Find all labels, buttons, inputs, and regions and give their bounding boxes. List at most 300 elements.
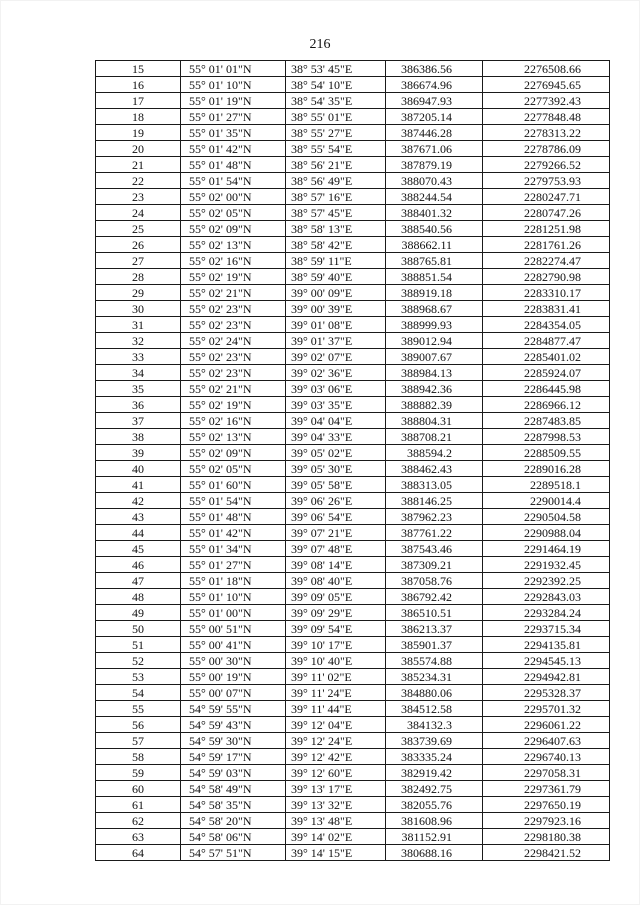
table-row bbox=[96, 349, 610, 365]
x-coordinate-cell: 389012.94 bbox=[386, 333, 483, 349]
latitude-cell: 55° 01' 00"N bbox=[181, 605, 286, 621]
point-number-cell: 54 bbox=[96, 685, 181, 701]
table-row bbox=[96, 173, 610, 189]
y-coordinate-cell: 2296740.13 bbox=[483, 749, 610, 765]
longitude-cell: 39° 05' 30"E bbox=[286, 461, 386, 477]
x-coordinate-cell: 386386.56 bbox=[386, 61, 483, 77]
latitude-cell: 54° 59' 30"N bbox=[181, 733, 286, 749]
table-row bbox=[96, 829, 610, 845]
latitude-cell: 55° 02' 21"N bbox=[181, 285, 286, 301]
y-coordinate-cell: 2285401.02 bbox=[483, 349, 610, 365]
longitude-cell: 39° 08' 14"E bbox=[286, 557, 386, 573]
y-coordinate-cell: 2282274.47 bbox=[483, 253, 610, 269]
y-coordinate-cell: 2290014.4 bbox=[483, 493, 610, 509]
x-coordinate-cell: 386213.37 bbox=[386, 621, 483, 637]
y-coordinate-cell: 2290504.58 bbox=[483, 509, 610, 525]
longitude-cell: 39° 13' 48"E bbox=[286, 813, 386, 829]
latitude-cell: 55° 00' 51"N bbox=[181, 621, 286, 637]
y-coordinate-cell: 2282790.98 bbox=[483, 269, 610, 285]
x-coordinate-cell: 388882.39 bbox=[386, 397, 483, 413]
table-row bbox=[96, 573, 610, 589]
table-row bbox=[96, 813, 610, 829]
table-row bbox=[96, 109, 610, 125]
table-row bbox=[96, 77, 610, 93]
longitude-cell: 39° 03' 35"E bbox=[286, 397, 386, 413]
longitude-cell: 39° 14' 15"E bbox=[286, 845, 386, 861]
y-coordinate-cell: 2277848.48 bbox=[483, 109, 610, 125]
y-coordinate-cell: 2288509.55 bbox=[483, 445, 610, 461]
latitude-cell: 54° 58' 20"N bbox=[181, 813, 286, 829]
y-coordinate-cell: 2290988.04 bbox=[483, 525, 610, 541]
latitude-cell: 55° 02' 13"N bbox=[181, 237, 286, 253]
point-number-cell: 53 bbox=[96, 669, 181, 685]
longitude-cell: 38° 56' 49"E bbox=[286, 173, 386, 189]
x-coordinate-cell: 384512.58 bbox=[386, 701, 483, 717]
table-row bbox=[96, 509, 610, 525]
latitude-cell: 55° 00' 19"N bbox=[181, 669, 286, 685]
longitude-cell: 39° 11' 24"E bbox=[286, 685, 386, 701]
point-number-cell: 20 bbox=[96, 141, 181, 157]
table-row bbox=[96, 381, 610, 397]
y-coordinate-cell: 2276945.65 bbox=[483, 77, 610, 93]
x-coordinate-cell: 387962.23 bbox=[386, 509, 483, 525]
y-coordinate-cell: 2298421.52 bbox=[483, 845, 610, 861]
x-coordinate-cell: 384132.3 bbox=[386, 717, 483, 733]
longitude-cell: 39° 11' 02"E bbox=[286, 669, 386, 685]
y-coordinate-cell: 2291464.19 bbox=[483, 541, 610, 557]
table-row bbox=[96, 253, 610, 269]
longitude-cell: 39° 12' 24"E bbox=[286, 733, 386, 749]
x-coordinate-cell: 388313.05 bbox=[386, 477, 483, 493]
point-number-cell: 45 bbox=[96, 541, 181, 557]
longitude-cell: 39° 13' 17"E bbox=[286, 781, 386, 797]
longitude-cell: 39° 12' 42"E bbox=[286, 749, 386, 765]
latitude-cell: 55° 02' 19"N bbox=[181, 269, 286, 285]
latitude-cell: 55° 01' 48"N bbox=[181, 157, 286, 173]
point-number-cell: 27 bbox=[96, 253, 181, 269]
point-number-cell: 21 bbox=[96, 157, 181, 173]
latitude-cell: 54° 59' 17"N bbox=[181, 749, 286, 765]
table-row bbox=[96, 797, 610, 813]
latitude-cell: 54° 58' 35"N bbox=[181, 797, 286, 813]
x-coordinate-cell: 388146.25 bbox=[386, 493, 483, 509]
table-row bbox=[96, 93, 610, 109]
longitude-cell: 38° 55' 27"E bbox=[286, 125, 386, 141]
table-row bbox=[96, 845, 610, 861]
latitude-cell: 55° 02' 16"N bbox=[181, 253, 286, 269]
table-row bbox=[96, 637, 610, 653]
table-row bbox=[96, 429, 610, 445]
table-row bbox=[96, 701, 610, 717]
latitude-cell: 55° 02' 23"N bbox=[181, 365, 286, 381]
x-coordinate-cell: 388070.43 bbox=[386, 173, 483, 189]
point-number-cell: 30 bbox=[96, 301, 181, 317]
y-coordinate-cell: 2295701.32 bbox=[483, 701, 610, 717]
longitude-cell: 39° 01' 08"E bbox=[286, 317, 386, 333]
longitude-cell: 38° 57' 45"E bbox=[286, 205, 386, 221]
table-row bbox=[96, 461, 610, 477]
y-coordinate-cell: 2296061.22 bbox=[483, 717, 610, 733]
longitude-cell: 38° 55' 01"E bbox=[286, 109, 386, 125]
longitude-cell: 38° 54' 35"E bbox=[286, 93, 386, 109]
x-coordinate-cell: 388662.11 bbox=[386, 237, 483, 253]
point-number-cell: 33 bbox=[96, 349, 181, 365]
y-coordinate-cell: 2296407.63 bbox=[483, 733, 610, 749]
longitude-cell: 39° 03' 06"E bbox=[286, 381, 386, 397]
x-coordinate-cell: 387543.46 bbox=[386, 541, 483, 557]
point-number-cell: 59 bbox=[96, 765, 181, 781]
y-coordinate-cell: 2297361.79 bbox=[483, 781, 610, 797]
y-coordinate-cell: 2297650.19 bbox=[483, 797, 610, 813]
table-row bbox=[96, 589, 610, 605]
x-coordinate-cell: 388401.32 bbox=[386, 205, 483, 221]
table-row bbox=[96, 749, 610, 765]
table-row bbox=[96, 733, 610, 749]
x-coordinate-cell: 386792.42 bbox=[386, 589, 483, 605]
y-coordinate-cell: 2285924.07 bbox=[483, 365, 610, 381]
y-coordinate-cell: 2280247.71 bbox=[483, 189, 610, 205]
latitude-cell: 55° 01' 60"N bbox=[181, 477, 286, 493]
y-coordinate-cell: 2294135.81 bbox=[483, 637, 610, 653]
point-number-cell: 22 bbox=[96, 173, 181, 189]
point-number-cell: 15 bbox=[96, 61, 181, 77]
point-number-cell: 31 bbox=[96, 317, 181, 333]
y-coordinate-cell: 2280747.26 bbox=[483, 205, 610, 221]
latitude-cell: 54° 59' 55"N bbox=[181, 701, 286, 717]
y-coordinate-cell: 2297058.31 bbox=[483, 765, 610, 781]
latitude-cell: 55° 02' 09"N bbox=[181, 221, 286, 237]
point-number-cell: 18 bbox=[96, 109, 181, 125]
latitude-cell: 55° 02' 13"N bbox=[181, 429, 286, 445]
y-coordinate-cell: 2286445.98 bbox=[483, 381, 610, 397]
y-coordinate-cell: 2276508.66 bbox=[483, 61, 610, 77]
y-coordinate-cell: 2279753.93 bbox=[483, 173, 610, 189]
x-coordinate-cell: 387761.22 bbox=[386, 525, 483, 541]
point-number-cell: 55 bbox=[96, 701, 181, 717]
x-coordinate-cell: 388540.56 bbox=[386, 221, 483, 237]
longitude-cell: 39° 13' 32"E bbox=[286, 797, 386, 813]
point-number-cell: 41 bbox=[96, 477, 181, 493]
longitude-cell: 39° 00' 09"E bbox=[286, 285, 386, 301]
table-row bbox=[96, 141, 610, 157]
y-coordinate-cell: 2293715.34 bbox=[483, 621, 610, 637]
x-coordinate-cell: 386674.96 bbox=[386, 77, 483, 93]
y-coordinate-cell: 2294545.13 bbox=[483, 653, 610, 669]
longitude-cell: 39° 02' 07"E bbox=[286, 349, 386, 365]
longitude-cell: 38° 56' 21"E bbox=[286, 157, 386, 173]
y-coordinate-cell: 2283310.17 bbox=[483, 285, 610, 301]
longitude-cell: 39° 09' 05"E bbox=[286, 589, 386, 605]
table-row bbox=[96, 669, 610, 685]
longitude-cell: 39° 10' 17"E bbox=[286, 637, 386, 653]
x-coordinate-cell: 387058.76 bbox=[386, 573, 483, 589]
table-row bbox=[96, 685, 610, 701]
x-coordinate-cell: 381152.91 bbox=[386, 829, 483, 845]
point-number-cell: 46 bbox=[96, 557, 181, 573]
longitude-cell: 39° 02' 36"E bbox=[286, 365, 386, 381]
latitude-cell: 55° 00' 30"N bbox=[181, 653, 286, 669]
y-coordinate-cell: 2287998.53 bbox=[483, 429, 610, 445]
point-number-cell: 50 bbox=[96, 621, 181, 637]
table-row bbox=[96, 413, 610, 429]
y-coordinate-cell: 2284354.05 bbox=[483, 317, 610, 333]
y-coordinate-cell: 2294942.81 bbox=[483, 669, 610, 685]
longitude-cell: 38° 57' 16"E bbox=[286, 189, 386, 205]
longitude-cell: 39° 12' 60"E bbox=[286, 765, 386, 781]
x-coordinate-cell: 382492.75 bbox=[386, 781, 483, 797]
table-row bbox=[96, 557, 610, 573]
x-coordinate-cell: 387205.14 bbox=[386, 109, 483, 125]
latitude-cell: 55° 02' 19"N bbox=[181, 397, 286, 413]
table-row bbox=[96, 605, 610, 621]
latitude-cell: 55° 02' 16"N bbox=[181, 413, 286, 429]
longitude-cell: 39° 04' 33"E bbox=[286, 429, 386, 445]
longitude-cell: 39° 10' 40"E bbox=[286, 653, 386, 669]
longitude-cell: 39° 09' 29"E bbox=[286, 605, 386, 621]
latitude-cell: 55° 01' 34"N bbox=[181, 541, 286, 557]
longitude-cell: 39° 04' 04"E bbox=[286, 413, 386, 429]
x-coordinate-cell: 383739.69 bbox=[386, 733, 483, 749]
y-coordinate-cell: 2277392.43 bbox=[483, 93, 610, 109]
x-coordinate-cell: 387309.21 bbox=[386, 557, 483, 573]
latitude-cell: 54° 58' 49"N bbox=[181, 781, 286, 797]
longitude-cell: 39° 05' 02"E bbox=[286, 445, 386, 461]
y-coordinate-cell: 2289518.1 bbox=[483, 477, 610, 493]
longitude-cell: 39° 06' 26"E bbox=[286, 493, 386, 509]
page-number: 216 bbox=[309, 37, 331, 52]
y-coordinate-cell: 2287483.85 bbox=[483, 413, 610, 429]
longitude-cell: 38° 59' 40"E bbox=[286, 269, 386, 285]
latitude-cell: 55° 01' 19"N bbox=[181, 93, 286, 109]
x-coordinate-cell: 388462.43 bbox=[386, 461, 483, 477]
coordinates-table bbox=[95, 60, 610, 861]
table-row bbox=[96, 781, 610, 797]
y-coordinate-cell: 2279266.52 bbox=[483, 157, 610, 173]
point-number-cell: 42 bbox=[96, 493, 181, 509]
table-row bbox=[96, 61, 610, 77]
x-coordinate-cell: 387879.19 bbox=[386, 157, 483, 173]
x-coordinate-cell: 388244.54 bbox=[386, 189, 483, 205]
table-row bbox=[96, 189, 610, 205]
table-row bbox=[96, 477, 610, 493]
point-number-cell: 64 bbox=[96, 845, 181, 861]
x-coordinate-cell: 388919.18 bbox=[386, 285, 483, 301]
point-number-cell: 25 bbox=[96, 221, 181, 237]
latitude-cell: 55° 02' 05"N bbox=[181, 205, 286, 221]
point-number-cell: 38 bbox=[96, 429, 181, 445]
longitude-cell: 39° 01' 37"E bbox=[286, 333, 386, 349]
table-row bbox=[96, 541, 610, 557]
y-coordinate-cell: 2289016.28 bbox=[483, 461, 610, 477]
longitude-cell: 39° 11' 44"E bbox=[286, 701, 386, 717]
latitude-cell: 54° 58' 06"N bbox=[181, 829, 286, 845]
y-coordinate-cell: 2281251.98 bbox=[483, 221, 610, 237]
point-number-cell: 52 bbox=[96, 653, 181, 669]
table-row bbox=[96, 157, 610, 173]
longitude-cell: 39° 06' 54"E bbox=[286, 509, 386, 525]
point-number-cell: 35 bbox=[96, 381, 181, 397]
longitude-cell: 38° 58' 13"E bbox=[286, 221, 386, 237]
table-row bbox=[96, 493, 610, 509]
latitude-cell: 54° 59' 03"N bbox=[181, 765, 286, 781]
point-number-cell: 28 bbox=[96, 269, 181, 285]
point-number-cell: 24 bbox=[96, 205, 181, 221]
latitude-cell: 55° 01' 54"N bbox=[181, 493, 286, 509]
x-coordinate-cell: 386947.93 bbox=[386, 93, 483, 109]
latitude-cell: 55° 00' 07"N bbox=[181, 685, 286, 701]
longitude-cell: 39° 07' 48"E bbox=[286, 541, 386, 557]
table-row bbox=[96, 221, 610, 237]
longitude-cell: 39° 14' 02"E bbox=[286, 829, 386, 845]
point-number-cell: 44 bbox=[96, 525, 181, 541]
point-number-cell: 36 bbox=[96, 397, 181, 413]
y-coordinate-cell: 2278786.09 bbox=[483, 141, 610, 157]
x-coordinate-cell: 382919.42 bbox=[386, 765, 483, 781]
point-number-cell: 26 bbox=[96, 237, 181, 253]
table-row bbox=[96, 285, 610, 301]
x-coordinate-cell: 386510.51 bbox=[386, 605, 483, 621]
longitude-cell: 38° 53' 45"E bbox=[286, 61, 386, 77]
latitude-cell: 55° 01' 10"N bbox=[181, 589, 286, 605]
table-row bbox=[96, 317, 610, 333]
y-coordinate-cell: 2292843.03 bbox=[483, 589, 610, 605]
longitude-cell: 38° 58' 42"E bbox=[286, 237, 386, 253]
x-coordinate-cell: 387446.28 bbox=[386, 125, 483, 141]
table-row bbox=[96, 525, 610, 541]
point-number-cell: 60 bbox=[96, 781, 181, 797]
latitude-cell: 55° 02' 00"N bbox=[181, 189, 286, 205]
point-number-cell: 57 bbox=[96, 733, 181, 749]
x-coordinate-cell: 388708.21 bbox=[386, 429, 483, 445]
y-coordinate-cell: 2297923.16 bbox=[483, 813, 610, 829]
point-number-cell: 51 bbox=[96, 637, 181, 653]
point-number-cell: 43 bbox=[96, 509, 181, 525]
latitude-cell: 55° 02' 09"N bbox=[181, 445, 286, 461]
x-coordinate-cell: 388942.36 bbox=[386, 381, 483, 397]
point-number-cell: 61 bbox=[96, 797, 181, 813]
x-coordinate-cell: 388984.13 bbox=[386, 365, 483, 381]
longitude-cell: 38° 54' 10"E bbox=[286, 77, 386, 93]
table-row bbox=[96, 269, 610, 285]
table-row bbox=[96, 397, 610, 413]
y-coordinate-cell: 2284877.47 bbox=[483, 333, 610, 349]
latitude-cell: 55° 01' 10"N bbox=[181, 77, 286, 93]
latitude-cell: 55° 01' 48"N bbox=[181, 509, 286, 525]
y-coordinate-cell: 2292392.25 bbox=[483, 573, 610, 589]
point-number-cell: 19 bbox=[96, 125, 181, 141]
point-number-cell: 48 bbox=[96, 589, 181, 605]
x-coordinate-cell: 384880.06 bbox=[386, 685, 483, 701]
table-row bbox=[96, 205, 610, 221]
x-coordinate-cell: 382055.76 bbox=[386, 797, 483, 813]
latitude-cell: 55° 02' 23"N bbox=[181, 349, 286, 365]
latitude-cell: 55° 01' 35"N bbox=[181, 125, 286, 141]
point-number-cell: 62 bbox=[96, 813, 181, 829]
longitude-cell: 39° 00' 39"E bbox=[286, 301, 386, 317]
point-number-cell: 63 bbox=[96, 829, 181, 845]
point-number-cell: 29 bbox=[96, 285, 181, 301]
table-row bbox=[96, 653, 610, 669]
point-number-cell: 23 bbox=[96, 189, 181, 205]
latitude-cell: 55° 01' 27"N bbox=[181, 557, 286, 573]
latitude-cell: 55° 01' 54"N bbox=[181, 173, 286, 189]
x-coordinate-cell: 388851.54 bbox=[386, 269, 483, 285]
table-row bbox=[96, 621, 610, 637]
y-coordinate-cell: 2298180.38 bbox=[483, 829, 610, 845]
x-coordinate-cell: 385234.31 bbox=[386, 669, 483, 685]
longitude-cell: 39° 12' 04"E bbox=[286, 717, 386, 733]
latitude-cell: 55° 01' 27"N bbox=[181, 109, 286, 125]
point-number-cell: 49 bbox=[96, 605, 181, 621]
longitude-cell: 39° 07' 21"E bbox=[286, 525, 386, 541]
latitude-cell: 55° 02' 24"N bbox=[181, 333, 286, 349]
point-number-cell: 17 bbox=[96, 93, 181, 109]
point-number-cell: 16 bbox=[96, 77, 181, 93]
table-row bbox=[96, 445, 610, 461]
longitude-cell: 39° 08' 40"E bbox=[286, 573, 386, 589]
table-row bbox=[96, 765, 610, 781]
latitude-cell: 55° 02' 23"N bbox=[181, 301, 286, 317]
point-number-cell: 58 bbox=[96, 749, 181, 765]
table-row bbox=[96, 301, 610, 317]
x-coordinate-cell: 388968.67 bbox=[386, 301, 483, 317]
longitude-cell: 38° 55' 54"E bbox=[286, 141, 386, 157]
table-row bbox=[96, 237, 610, 253]
latitude-cell: 55° 02' 05"N bbox=[181, 461, 286, 477]
x-coordinate-cell: 381608.96 bbox=[386, 813, 483, 829]
x-coordinate-cell: 388999.93 bbox=[386, 317, 483, 333]
latitude-cell: 55° 01' 42"N bbox=[181, 525, 286, 541]
x-coordinate-cell: 385574.88 bbox=[386, 653, 483, 669]
y-coordinate-cell: 2291932.45 bbox=[483, 557, 610, 573]
table-row bbox=[96, 365, 610, 381]
y-coordinate-cell: 2286966.12 bbox=[483, 397, 610, 413]
latitude-cell: 55° 02' 21"N bbox=[181, 381, 286, 397]
latitude-cell: 55° 01' 01"N bbox=[181, 61, 286, 77]
point-number-cell: 40 bbox=[96, 461, 181, 477]
point-number-cell: 37 bbox=[96, 413, 181, 429]
point-number-cell: 32 bbox=[96, 333, 181, 349]
x-coordinate-cell: 388765.81 bbox=[386, 253, 483, 269]
x-coordinate-cell: 387671.06 bbox=[386, 141, 483, 157]
table-row bbox=[96, 125, 610, 141]
latitude-cell: 54° 59' 43"N bbox=[181, 717, 286, 733]
x-coordinate-cell: 383335.24 bbox=[386, 749, 483, 765]
y-coordinate-cell: 2281761.26 bbox=[483, 237, 610, 253]
y-coordinate-cell: 2293284.24 bbox=[483, 605, 610, 621]
point-number-cell: 39 bbox=[96, 445, 181, 461]
x-coordinate-cell: 388804.31 bbox=[386, 413, 483, 429]
latitude-cell: 54° 57' 51"N bbox=[181, 845, 286, 861]
latitude-cell: 55° 02' 23"N bbox=[181, 317, 286, 333]
table-row bbox=[96, 333, 610, 349]
y-coordinate-cell: 2278313.22 bbox=[483, 125, 610, 141]
point-number-cell: 47 bbox=[96, 573, 181, 589]
x-coordinate-cell: 380688.16 bbox=[386, 845, 483, 861]
coordinates-table-body bbox=[96, 61, 610, 861]
longitude-cell: 39° 09' 54"E bbox=[286, 621, 386, 637]
longitude-cell: 39° 05' 58"E bbox=[286, 477, 386, 493]
table-row bbox=[96, 717, 610, 733]
longitude-cell: 38° 59' 11"E bbox=[286, 253, 386, 269]
x-coordinate-cell: 389007.67 bbox=[386, 349, 483, 365]
point-number-cell: 34 bbox=[96, 365, 181, 381]
latitude-cell: 55° 00' 41"N bbox=[181, 637, 286, 653]
x-coordinate-cell: 388594.2 bbox=[386, 445, 483, 461]
latitude-cell: 55° 01' 18"N bbox=[181, 573, 286, 589]
y-coordinate-cell: 2295328.37 bbox=[483, 685, 610, 701]
x-coordinate-cell: 385901.37 bbox=[386, 637, 483, 653]
